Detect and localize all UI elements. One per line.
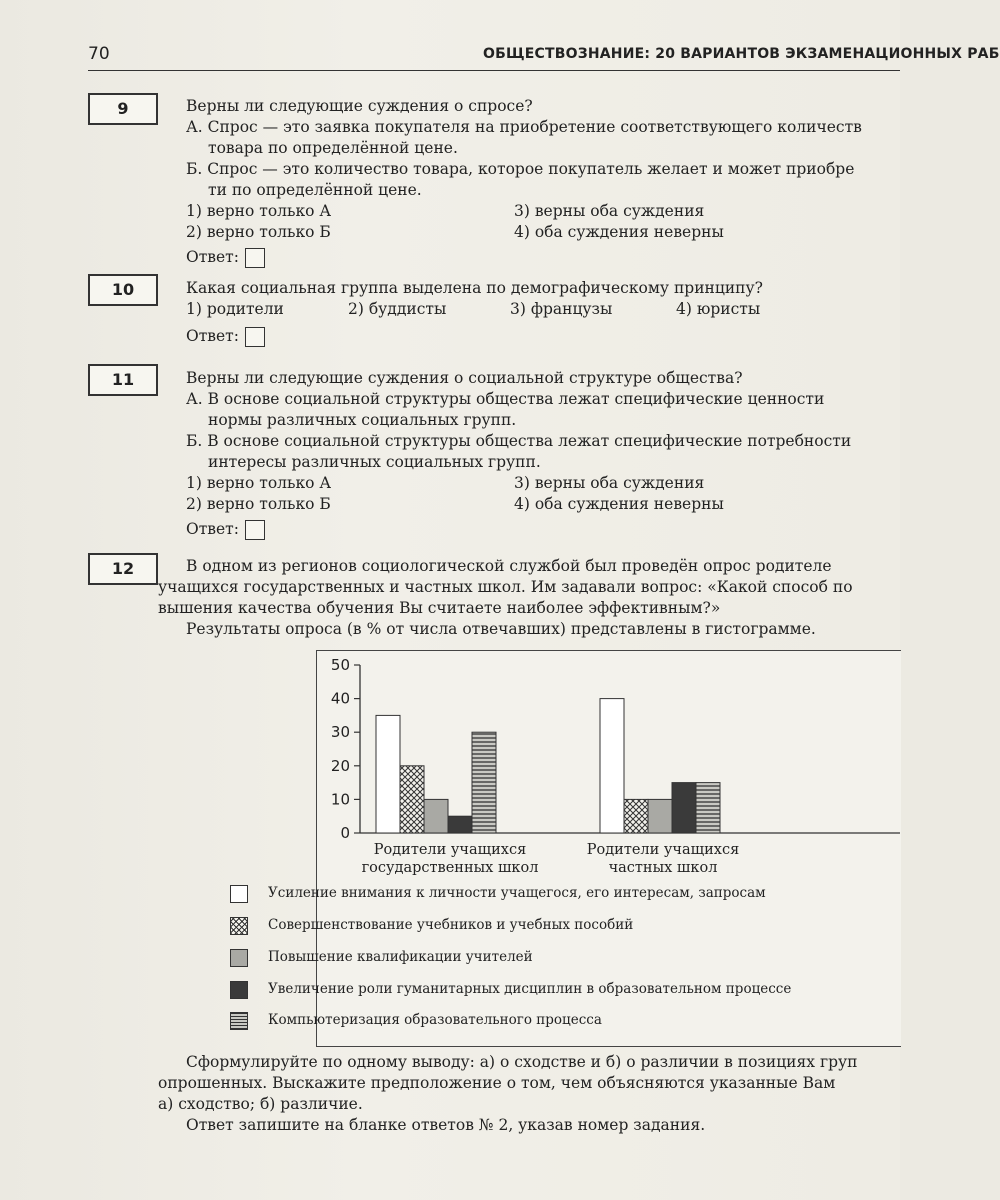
- y-tick-label: 0: [340, 824, 350, 842]
- statement-a-line2: нормы различных социальных групп.: [208, 411, 517, 429]
- statement-a-line1: А. Спрос — это заявка покупателя на приобретение соответствующего количеств: [186, 118, 862, 136]
- running-title: ОБЩЕСТВОЗНАНИЕ: 20 ВАРИАНТОВ ЭКЗАМЕНАЦИОННЫХ РАБ: [483, 46, 1000, 62]
- option-1[interactable]: 1) верно только А: [186, 474, 332, 492]
- question-12-task: [158, 1052, 900, 1136]
- legend-swatch: [230, 917, 248, 935]
- option-3[interactable]: 3) французы: [510, 300, 613, 318]
- option-4[interactable]: 4) оба суждения неверны: [514, 495, 724, 513]
- option-2[interactable]: 2) буддисты: [348, 300, 447, 318]
- question-11-number: 11: [88, 364, 158, 396]
- legend-swatch: [230, 885, 248, 903]
- legend-label: Увеличение роли гуманитарных дисциплин в образовательном процессе: [268, 981, 792, 997]
- question-9: [186, 96, 900, 268]
- question-12-line4: Результаты опроса (в % от числа отвечавших) представлены в гистограмме.: [186, 620, 816, 638]
- answer-box[interactable]: [245, 520, 265, 540]
- statement-b-line2: интересы различных социальных групп.: [208, 453, 541, 471]
- option-2[interactable]: 2) верно только Б: [186, 495, 331, 513]
- task-line3: а) сходство; б) различие.: [158, 1095, 363, 1113]
- page-number: 70: [88, 44, 110, 64]
- statement-b-line1: Б. Спрос — это количество товара, которое покупатель желает и может приобре: [186, 160, 855, 178]
- question-11-text: Верны ли следующие суждения о социальной структуре общества?: [186, 369, 743, 387]
- question-12-line3: вышения качества обучения Вы считаете наиболее эффективным?»: [158, 599, 721, 617]
- question-10: [186, 278, 900, 347]
- y-tick-label: 40: [330, 689, 350, 708]
- answer-label: Ответ:: [186, 248, 239, 266]
- option-3[interactable]: 3) верны оба суждения: [514, 202, 705, 220]
- legend-item: [230, 917, 870, 935]
- answer-box[interactable]: [245, 248, 265, 268]
- statement-a-line1: А. В основе социальной структуры общества лежат специфические ценности: [186, 390, 825, 408]
- legend-label: Усиление внимания к личности учащегося, его интересам, запросам: [268, 885, 766, 901]
- option-1[interactable]: 1) родители: [186, 300, 284, 318]
- category-label: Родители учащихся: [373, 842, 527, 858]
- category-label: Родители учащихся: [586, 842, 740, 858]
- answer-row: [186, 247, 900, 268]
- question-12-line2: учащихся государственных и частных школ. Им задавали вопрос: «Какой способ по: [158, 578, 853, 596]
- option-1[interactable]: 1) верно только А: [186, 202, 332, 220]
- legend-item: [230, 981, 870, 999]
- legend-label: Компьютеризация образовательного процесса: [268, 1012, 602, 1028]
- option-4[interactable]: 4) юристы: [676, 300, 761, 318]
- statement-b-line1: Б. В основе социальной структуры общества лежат специфические потребности: [186, 432, 852, 450]
- option-2[interactable]: 2) верно только Б: [186, 223, 331, 241]
- option-3[interactable]: 3) верны оба суждения: [514, 474, 705, 492]
- y-tick-label: 50: [330, 656, 350, 674]
- answer-row: [186, 326, 900, 347]
- legend-item: [230, 1012, 870, 1030]
- statement-b-line2: ти по определённой цене.: [208, 181, 422, 199]
- question-10-number: 10: [88, 274, 158, 306]
- answer-row: [186, 519, 900, 540]
- legend-swatch: [230, 981, 248, 999]
- category-label: государственных школ: [361, 860, 539, 876]
- category-label: частных школ: [608, 860, 718, 876]
- legend-label: Совершенствование учебников и учебных пособий: [268, 917, 634, 933]
- task-line4: Ответ запишите на бланке ответов № 2, указав номер задания.: [186, 1116, 706, 1134]
- page-header: [88, 40, 1000, 71]
- question-9-number: 9: [88, 93, 158, 125]
- question-9-text: Верны ли следующие суждения о спросе?: [186, 97, 533, 115]
- option-4[interactable]: 4) оба суждения неверны: [514, 223, 724, 241]
- question-12-number: 12: [88, 553, 158, 585]
- question-10-text: Какая социальная группа выделена по демографическому принципу?: [186, 279, 763, 297]
- y-tick-label: 30: [330, 723, 350, 742]
- y-tick-label: 20: [330, 756, 350, 775]
- task-line2: опрошенных. Выскажите предположение о том, чем объясняются указанные Вам: [158, 1074, 836, 1092]
- legend-item: [230, 885, 870, 903]
- question-11: [186, 368, 900, 540]
- y-tick-label: 10: [330, 790, 350, 809]
- answer-label: Ответ:: [186, 520, 239, 538]
- answer-box[interactable]: [245, 327, 265, 347]
- legend-item: [230, 949, 870, 967]
- statement-a-line2: товара по определённой цене.: [208, 139, 458, 157]
- legend-label: Повышение квалификации учителей: [268, 949, 533, 965]
- legend-swatch: [230, 1012, 248, 1030]
- question-12: [158, 556, 900, 640]
- legend-swatch: [230, 949, 248, 967]
- question-12-line1: В одном из регионов социологической службой был проведён опрос родителе: [186, 557, 832, 575]
- task-line1: Сформулируйте по одному выводу: а) о сходстве и б) о различии в позициях груп: [186, 1053, 858, 1071]
- answer-label: Ответ:: [186, 327, 239, 345]
